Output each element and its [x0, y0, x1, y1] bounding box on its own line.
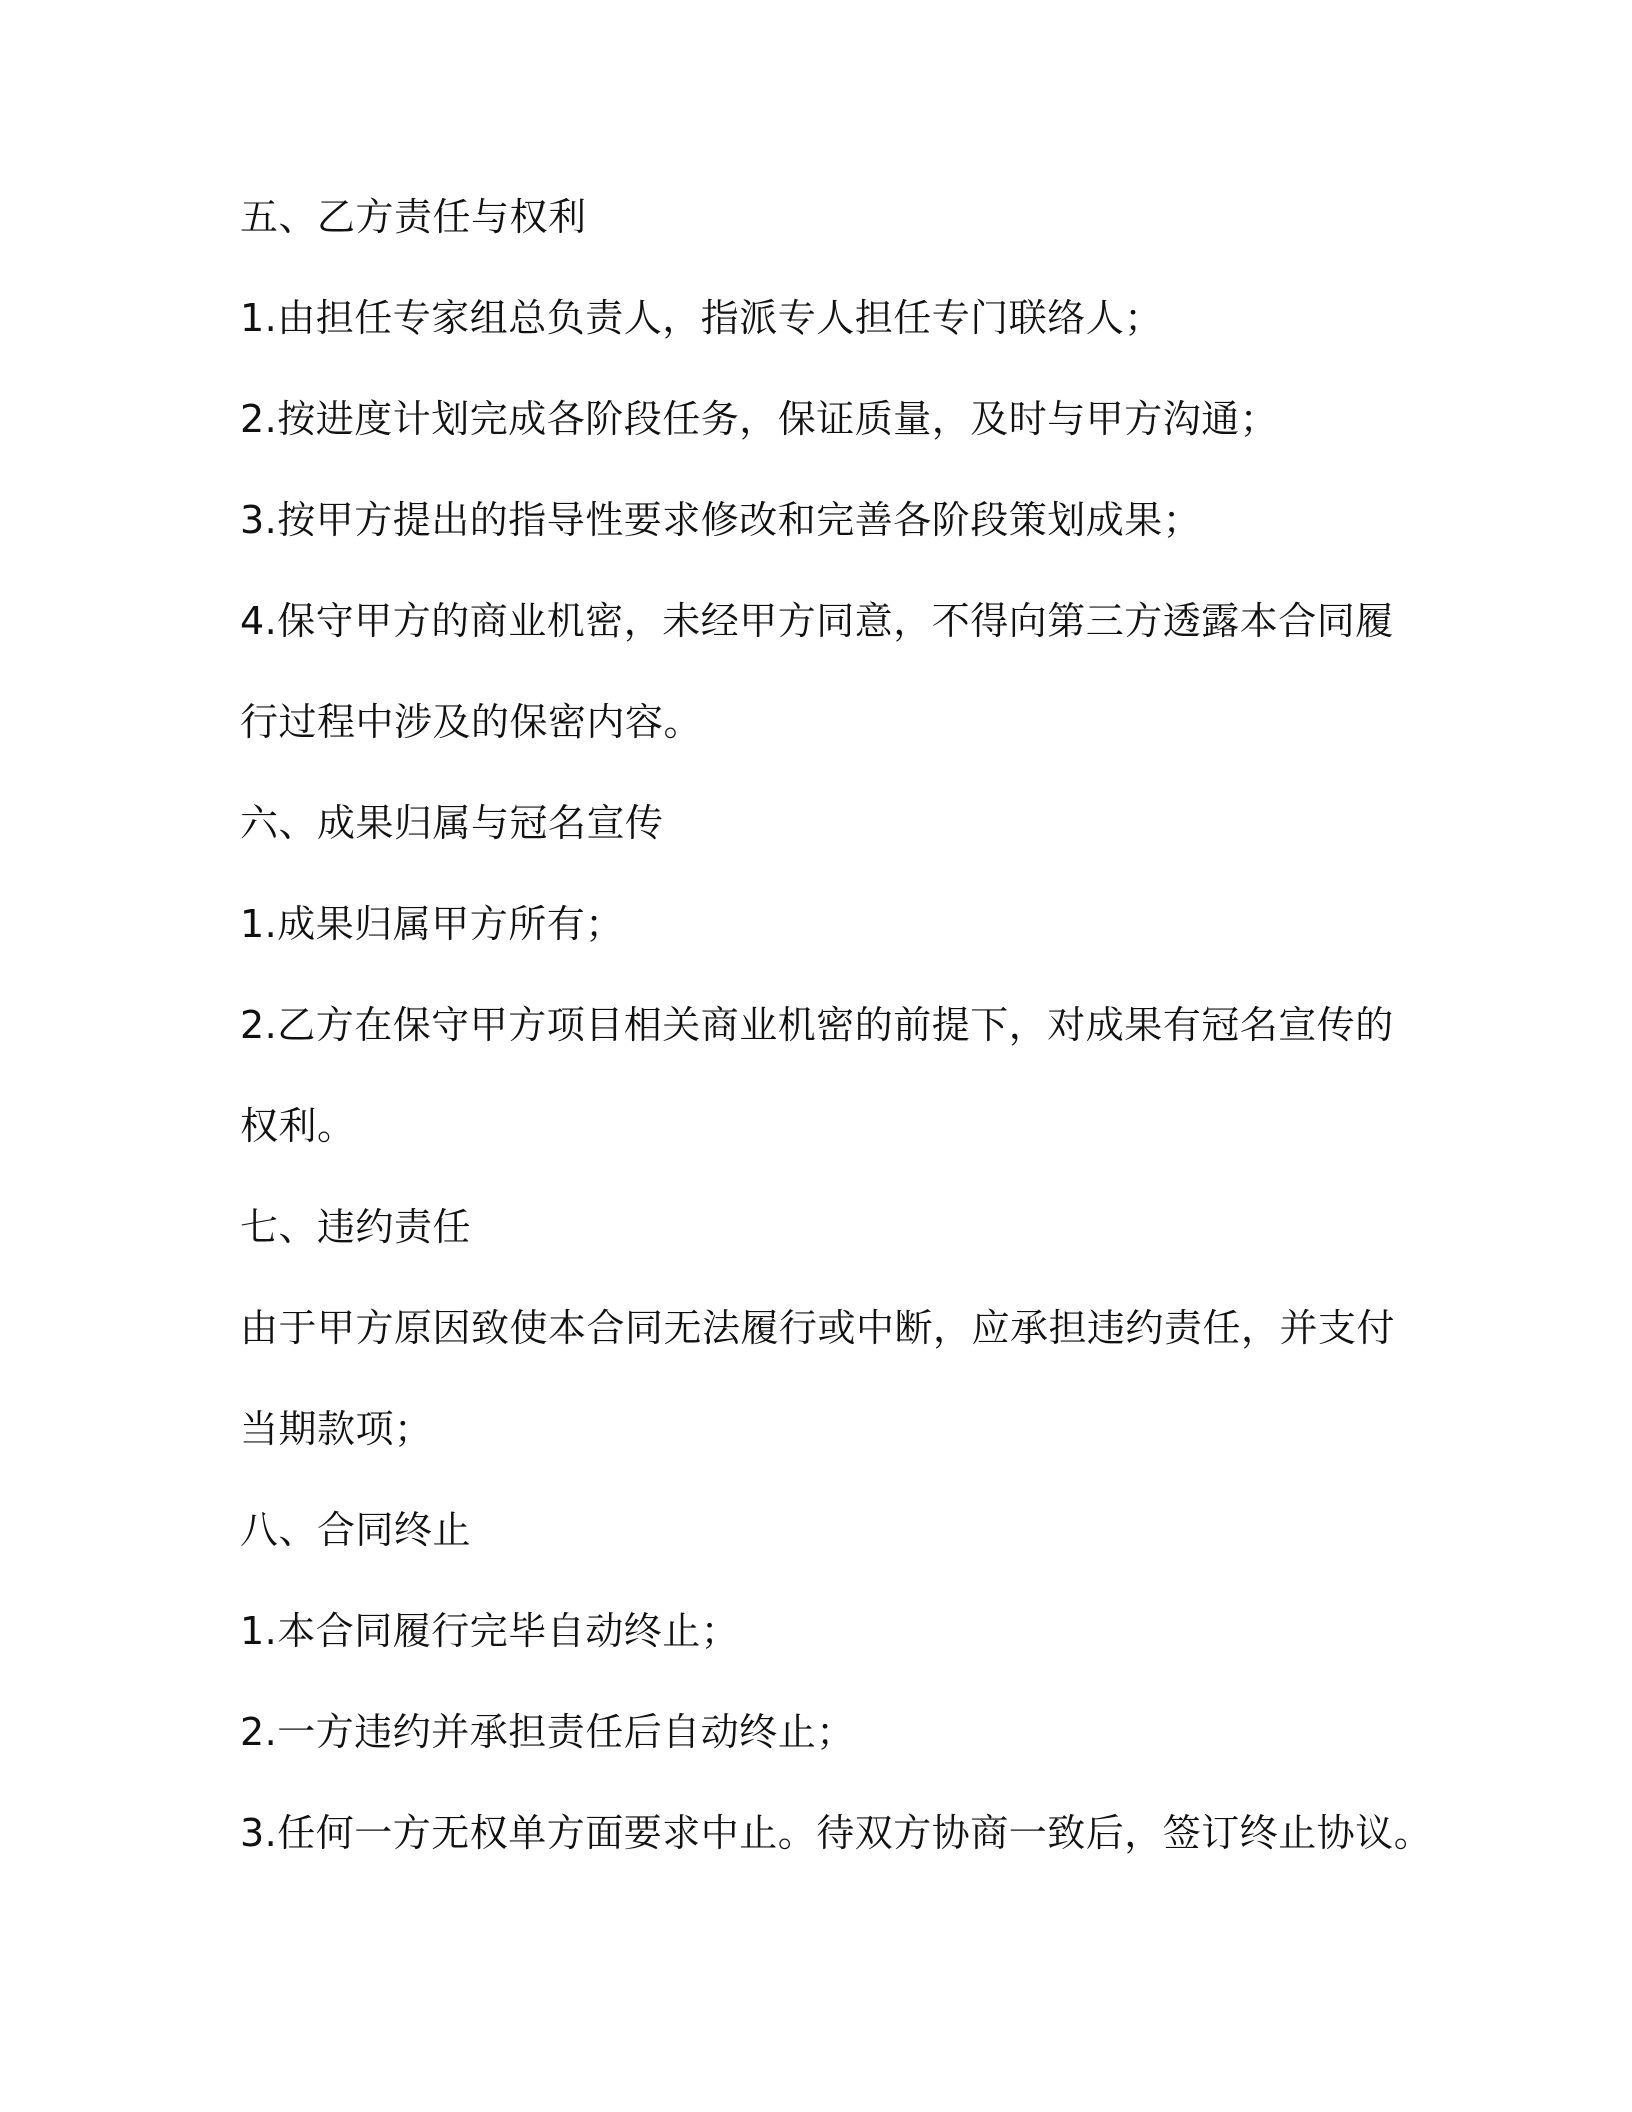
clause-8-2: 2.一方违约并承担责任后自动终止； — [240, 1710, 855, 1754]
clause-6-2-continued: 权利。 — [240, 1104, 356, 1148]
clause-5-1: 1.由担任专家组总负责人，指派专人担任专门联络人； — [240, 296, 1163, 340]
clause-5-4-continued: 行过程中涉及的保密内容。 — [240, 700, 703, 744]
clause-8-1: 1.本合同履行完毕自动终止； — [240, 1609, 740, 1653]
clause-7-text: 由于甲方原因致使本合同无法履行或中断，应承担违约责任，并支付 — [240, 1306, 1396, 1350]
clause-6-2: 2.乙方在保守甲方项目相关商业机密的前提下，对成果有冠名宣传的 — [240, 1003, 1394, 1047]
section-heading-5: 五、乙方责任与权利 — [240, 195, 587, 239]
clause-5-2: 2.按进度计划完成各阶段任务，保证质量，及时与甲方沟通； — [240, 397, 1279, 441]
clause-7-text-continued: 当期款项； — [240, 1407, 433, 1451]
section-heading-8: 八、合同终止 — [240, 1508, 472, 1552]
clause-5-3: 3.按甲方提出的指导性要求修改和完善各阶段策划成果； — [240, 498, 1202, 542]
section-heading-7: 七、违约责任 — [240, 1205, 472, 1249]
clause-8-3: 3.任何一方无权单方面要求中止。待双方协商一致后，签订终止协议。 — [240, 1811, 1433, 1855]
clause-5-4: 4.保守甲方的商业机密，未经甲方同意，不得向第三方透露本合同履 — [240, 599, 1394, 643]
clause-6-1: 1.成果归属甲方所有； — [240, 902, 624, 946]
section-heading-6: 六、成果归属与冠名宣传 — [240, 801, 664, 845]
